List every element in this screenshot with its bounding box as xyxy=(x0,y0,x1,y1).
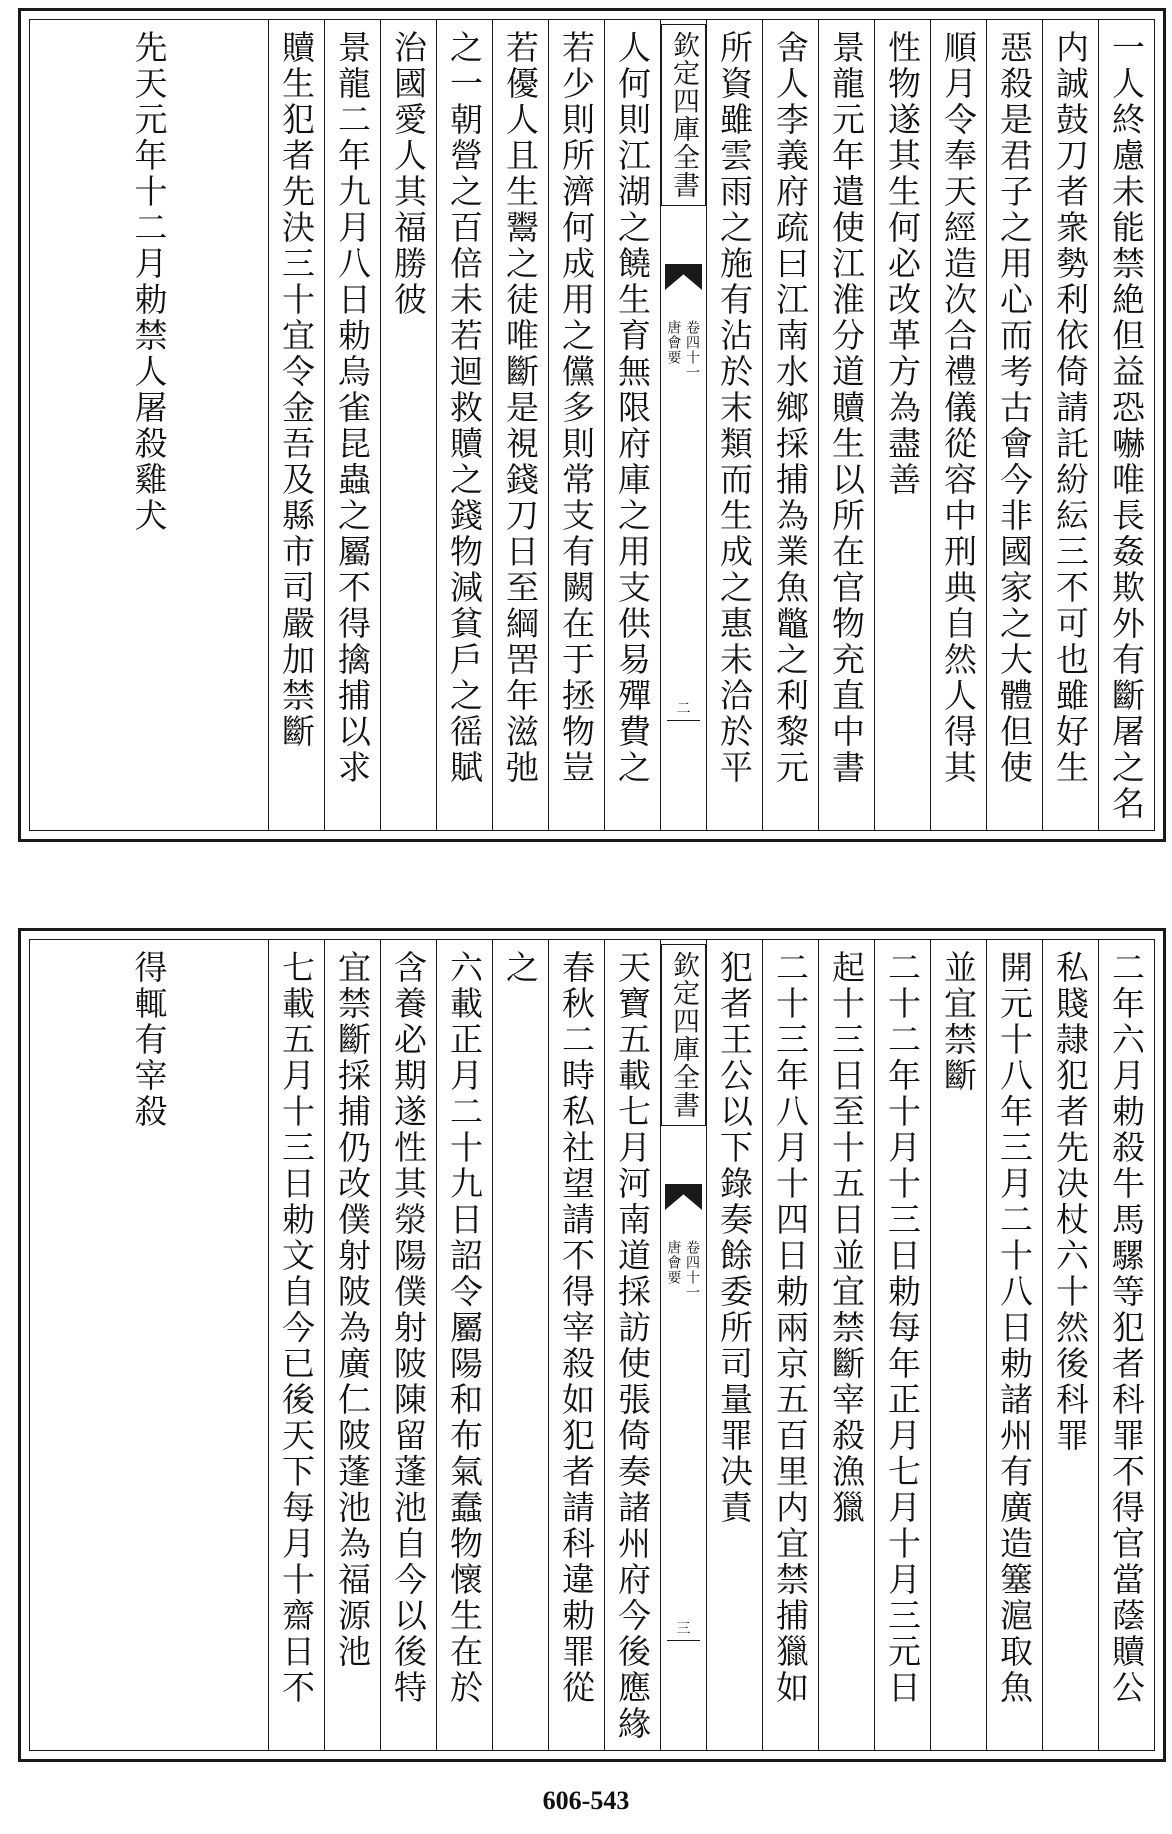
column-text: 若少則所濟何成用之儻多則常支有闕在于拯物豈 xyxy=(557,30,596,786)
text-column xyxy=(380,20,436,830)
column-text: 二年六月勅殺牛馬騾等犯者科罪不得官當蔭贖公 xyxy=(1107,950,1146,1706)
text-column xyxy=(986,940,1042,1750)
fold-title: 欽定四庫全書 xyxy=(661,944,706,1126)
fishtail-mark xyxy=(665,1184,702,1210)
column-text: 並宜禁斷 xyxy=(939,950,978,1094)
column-text: 舍人李義府疏曰江南水鄉採捕為業魚鼈之利黎元 xyxy=(771,30,810,786)
bottom-page-frame xyxy=(29,939,1155,1751)
text-column xyxy=(818,20,874,830)
column-text: 若優人且生鬻之徒唯斷是視錢刀日至綱罟年滋弛 xyxy=(501,30,540,786)
text-column xyxy=(324,940,380,1750)
column-text: 天寶五載七月河南道採訪使張倚奏諸州府今後應緣 xyxy=(613,950,652,1742)
text-column xyxy=(1042,940,1098,1750)
column-text: 得輒有宰殺 xyxy=(129,950,169,1130)
text-column xyxy=(268,20,324,830)
page-code: 606-543 xyxy=(542,1786,630,1815)
fold-book: 唐會要 xyxy=(665,1240,682,1285)
column-text: 宜禁斷採捕仍改僕射陂為廣仁陂蓬池為福源池 xyxy=(333,950,372,1670)
text-column xyxy=(324,20,380,830)
fold-juan: 卷四十一 xyxy=(684,320,700,380)
fold-divider xyxy=(667,1640,700,1641)
column-text: 景龍二年九月八日勅烏雀昆蟲之屬不得擒捕以求 xyxy=(333,30,372,786)
column-text: 所資雖雲雨之施有沾於末類而生成之惠未洽於平 xyxy=(715,30,754,786)
fold-page-number: 三 xyxy=(676,1621,691,1637)
column-text: 性物遂其生何必改革方為盡善 xyxy=(883,30,922,498)
text-column xyxy=(874,940,930,1750)
column-text: 起十三日至十五日並宜禁斷宰殺漁獵 xyxy=(827,950,866,1526)
column-text: 人何則江湖之饒生育無限府庫之用支供易殫費之 xyxy=(613,30,652,786)
column-text: 二十二年十月十三日勅每年正月七月十月三元日 xyxy=(883,950,922,1706)
column-text: 順月令奉天經造次合禮儀從容中刑典自然人得其 xyxy=(939,30,978,786)
text-column xyxy=(548,940,604,1750)
column-text: 治國愛人其福勝彼 xyxy=(389,30,428,318)
column-text: 贖生犯者先決三十宜令金吾及縣市司嚴加禁斷 xyxy=(277,30,316,750)
text-column xyxy=(818,940,874,1750)
column-text: 惡殺是君子之用心而考古會今非國家之大體但使 xyxy=(995,30,1034,786)
text-column xyxy=(30,20,268,830)
text-column xyxy=(380,940,436,1750)
text-column xyxy=(268,940,324,1750)
text-column xyxy=(1042,20,1098,830)
column-text: 春秋二時私社望請不得宰殺如犯者請科違勅罪從 xyxy=(557,950,596,1706)
fishtail-mark xyxy=(665,264,702,290)
text-column xyxy=(706,20,762,830)
top-page xyxy=(18,8,1166,842)
column-text: 之 xyxy=(501,950,540,986)
text-column xyxy=(30,940,268,1750)
bottom-page-columns xyxy=(30,940,1154,1750)
text-column xyxy=(1098,20,1154,830)
text-column xyxy=(436,940,492,1750)
column-text: 景龍元年遣使江淮分道贖生以所在官物充直中書 xyxy=(827,30,866,786)
fold-juan: 卷四十一 xyxy=(684,1240,700,1300)
column-text: 含養必期遂性其滎陽僕射陂陳留蓬池自今以後特 xyxy=(389,950,428,1706)
column-text: 開元十八年三月二十八日勅諸州有廣造簺滬取魚 xyxy=(995,950,1034,1706)
bottom-page xyxy=(18,928,1166,1762)
top-page-frame xyxy=(29,19,1155,831)
text-column xyxy=(492,20,548,830)
column-text: 先天元年十二月勅禁人屠殺雞犬 xyxy=(129,30,169,534)
column-text: 七載五月十三日勅文自今已後天下每月十齋日不 xyxy=(277,950,316,1706)
text-column xyxy=(604,940,660,1750)
fold-title: 欽定四庫全書 xyxy=(661,24,706,206)
text-column xyxy=(874,20,930,830)
fold-book: 唐會要 xyxy=(665,320,682,365)
column-text: 六載正月二十九日詔令屬陽和布氣蠢物懷生在於 xyxy=(445,950,484,1706)
column-text: 犯者王公以下錄奏餘委所司量罪决責 xyxy=(715,950,754,1526)
center-fold xyxy=(660,20,706,830)
column-text: 之一朝營之百倍未若迴救贖之錢物減貧戶之徭賦 xyxy=(445,30,484,786)
text-column xyxy=(930,20,986,830)
text-column xyxy=(1098,940,1154,1750)
column-text: 二十三年八月十四日勅兩京五百里内宜禁捕獵如 xyxy=(771,950,810,1706)
column-text: 私賤隷犯者先决杖六十然後科罪 xyxy=(1051,950,1090,1454)
fold-divider xyxy=(667,720,700,721)
column-text: 一人終慮未能禁絶但益恐嚇唯長姦欺外有斷屠之名 xyxy=(1107,30,1146,822)
text-column xyxy=(762,940,818,1750)
text-column xyxy=(604,20,660,830)
fold-page-number: 二 xyxy=(676,701,691,717)
text-column xyxy=(548,20,604,830)
center-fold xyxy=(660,940,706,1750)
text-column xyxy=(706,940,762,1750)
text-column xyxy=(492,940,548,1750)
text-column xyxy=(930,940,986,1750)
column-text: 内誠鼓刀者衆勢利依倚請託紛紜三不可也雖好生 xyxy=(1051,30,1090,786)
text-column xyxy=(986,20,1042,830)
text-column xyxy=(436,20,492,830)
top-page-columns xyxy=(30,20,1154,830)
text-column xyxy=(762,20,818,830)
